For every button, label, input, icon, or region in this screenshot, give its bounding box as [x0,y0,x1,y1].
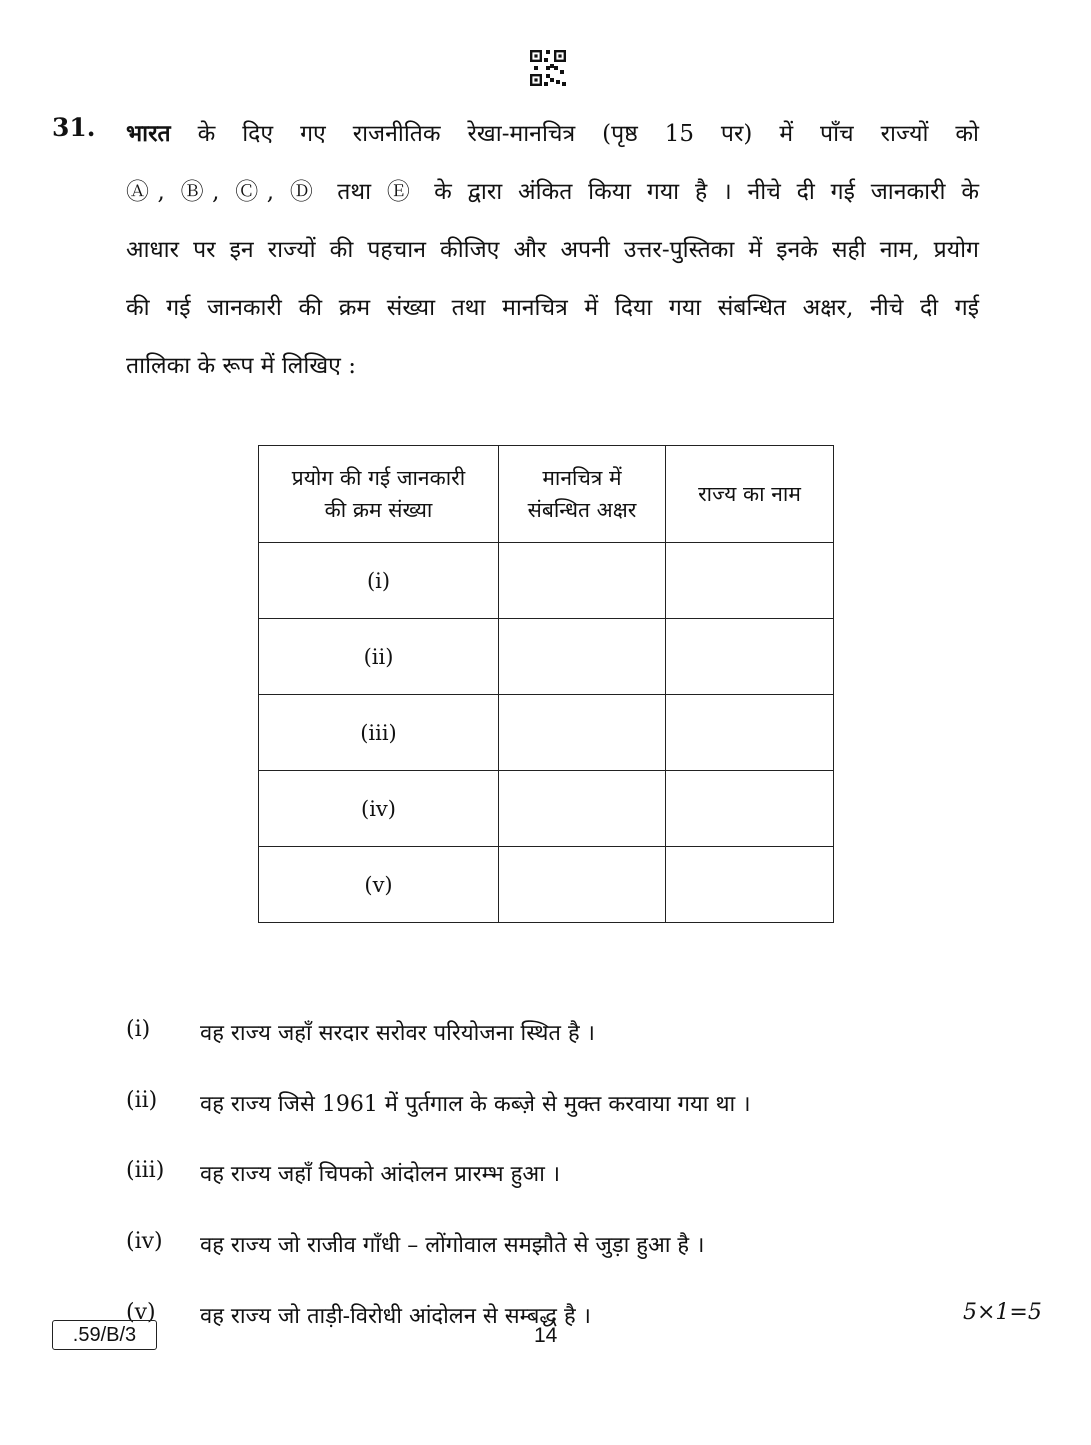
row-serial: (v) [259,847,499,923]
marks-label: 5×1=5 [963,1300,1042,1325]
row-serial: (i) [259,543,499,619]
table-header-row [259,446,834,543]
row-state-cell [666,619,834,695]
row-state-cell [666,771,834,847]
row-letter-cell [499,771,666,847]
qr-code-icon [530,50,566,86]
header-map-letter: मानचित्र में संबन्धित अक्षर [499,446,666,543]
header-state-name: राज्य का नाम [666,446,834,543]
question-number: 31. [52,113,96,142]
row-state-cell [666,695,834,771]
header-serial-number: प्रयोग की गई जानकारी की क्रम संख्या [259,446,499,543]
row-letter-cell [499,619,666,695]
paper-code: .59/B/3 [52,1320,157,1350]
question-line: Ⓐ, Ⓑ, Ⓒ, Ⓓ तथा Ⓔ के द्वारा अंकित किया गया है । नीचे दी गई जानकारी के [126,179,979,205]
row-letter-cell [499,543,666,619]
row-state-cell [666,847,834,923]
table-row [259,619,834,695]
row-serial: (iv) [259,771,499,847]
row-state-cell [666,543,834,619]
table-row [259,847,834,923]
question-line: की गई जानकारी की क्रम संख्या तथा मानचित्र में दिया गया संबन्धित अक्षर, नीचे दी गई [126,295,979,321]
row-letter-cell [499,847,666,923]
page-number: 14 [534,1324,558,1347]
question-line: तालिका के रूप में लिखिए : [126,353,356,379]
question-text [126,105,979,395]
question-line: आधार पर इन राज्यों की पहचान कीजिए और अपनी उत्तर-पुस्तिका में इनके सही नाम, प्रयोग [126,237,979,263]
table-row [259,695,834,771]
table-row [259,543,834,619]
table-row [259,771,834,847]
answer-table [258,445,834,923]
question-line: भारत के दिए गए राजनीतिक रेखा-मानचित्र (पृष्ठ 15 पर) में पाँच राज्यों को [126,120,979,147]
row-letter-cell [499,695,666,771]
row-serial: (iii) [259,695,499,771]
row-serial: (ii) [259,619,499,695]
